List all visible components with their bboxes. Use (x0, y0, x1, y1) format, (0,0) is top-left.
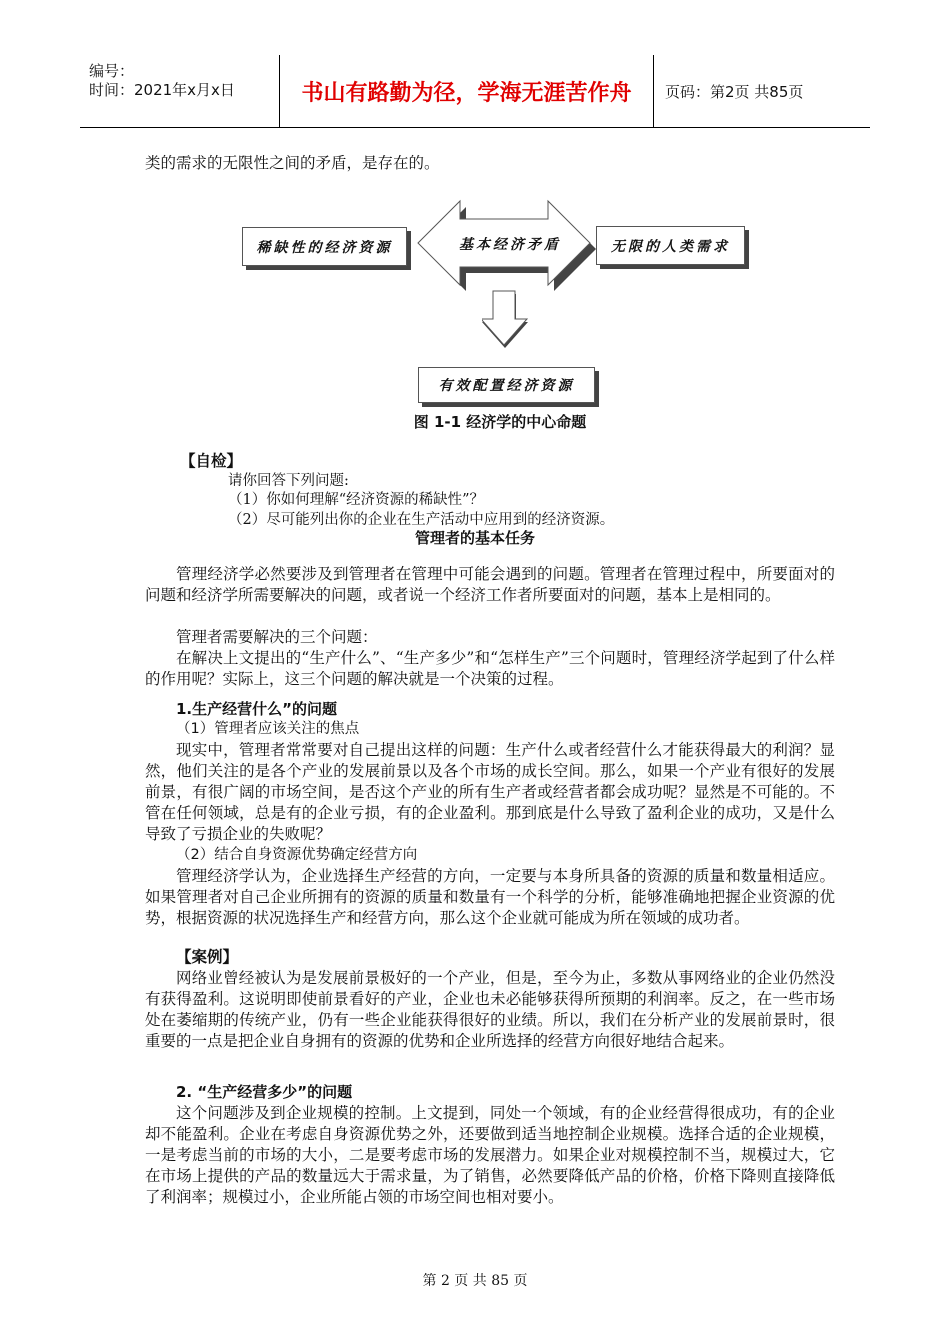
intro-line: 类的需求的无限性之间的矛盾，是存在的。 (145, 154, 440, 172)
economics-diagram (0, 0, 950, 420)
heading-2: 2. “生产经营多少”的问题 (176, 1083, 353, 1101)
paragraph-1: 管理经济学必然要涉及到管理者在管理中可能会遇到的问题。管理者在管理过程中，所要面对的问题和经济学所需要解决的问题，或者说一个经济工作者所要面对的问题，基本上是相同的。 (145, 565, 835, 604)
paragraph-6: 网络业曾经被认为是发展前景极好的一个产业，但是，至今为止，多数从事网络业的企业仍然没有获得盈利。这说明即使前景看好的产业，企业也未必能够获得所预期的利润率。反之，在一些市场处在萎缩期的传统产业，仍有一些企业能获得很好的业绩。所以，我们在分析产业的发展前景时，很重要的一点是把企业自身拥有的资源的优势和企业所选择的经营方向很好地结合起来。 (145, 969, 835, 1050)
page-footer: 第 2 页 共 85 页 (422, 1273, 528, 1289)
doc-number-label: 编号： (89, 62, 135, 80)
header-page-info: 页码：第2页 共85页 (665, 82, 804, 101)
diagram-center-label: 基本经济矛盾 (459, 237, 561, 253)
self-check-q2: （2）尽可能列出你的企业在生产活动中应用到的经济资源。 (228, 512, 615, 528)
diagram-bottom-box: 有效配置经济资源 (418, 367, 595, 403)
section-title: 管理者的基本任务 (414, 529, 535, 547)
self-check-prompt: 请你回答下列问题: (228, 473, 349, 489)
self-check-q1: （1）你如何理解“经济资源的稀缺性”？ (228, 492, 485, 508)
diagram-left-box: 稀缺性的经济资源 (242, 227, 407, 266)
paragraph-3: 在解决上文提出的“生产什么”、“生产多少”和“怎样生产”三个问题时，管理经济学起到了什么样的作用呢？实际上，这三个问题的解决就是一个决策的过程。 (145, 649, 835, 688)
paragraph-5: 管理经济学认为，企业选择生产经营的方向，一定要与本身所具备的资源的质量和数量相适应。如果管理者对自己企业所拥有的资源的质量和数量有一个科学的分析，能够准确地把握企业资源的优势，根据资源的状况选择生产和经营方向，那么这个企业就可能成为所在领域的成功者。 (145, 867, 835, 927)
case-heading: 【案例】 (176, 948, 239, 966)
paragraph-7: 这个问题涉及到企业规模的控制。上文提到，同处一个领域，有的企业经营得很成功，有的企业却不能盈利。企业在考虑自身资源优势之外，还要做到适当地控制企业规模。选择合适的企业规模，一是考虑当前的市场的大小，二是要考虑市场的发展潜力。如果企业对规模控制不当，规模过大，它在市场上提供的产品的数量远大于需求量，为了销售，必然要降低产品的价格，价格下降则直接降低了利润率；规模过小，企业所能占领的市场空间也相对要小。 (145, 1104, 835, 1206)
paragraph-2: 管理者需要解决的三个问题： (176, 628, 378, 646)
header-motto: 书山有路勤为径，学海无涯苦作舟 (280, 55, 654, 127)
paragraph-4: 现实中，管理者常常要对自己提出这样的问题：生产什么或者经营什么才能获得最大的利润？显然，他们关注的是各个产业的发展前景以及各个市场的成长空间。那么，如果一个产业有很好的发展前景，有很广阔的市场空间，是否这个产业的所有生产者或经营者都会成功呢？显然是不可能的。不管在任何领域，总是有的企业亏损，有的企业盈利。那到底是什么导致了盈利企业的成功，又是什么导致了亏损企业的失败呢？ (145, 741, 835, 843)
diagram-right-box: 无限的人类需求 (596, 226, 745, 265)
heading-1: 1.生产经营什么”的问题 (176, 700, 337, 718)
doc-time-label: 时间：2021年x月x日 (89, 81, 235, 99)
self-check-heading: 【自检】 (180, 452, 243, 470)
figure-caption: 图 1-1 经济学的中心命题 (413, 413, 587, 431)
heading-1-sub-2: （2）结合自身资源优势确定经营方向 (176, 847, 418, 863)
heading-1-sub-1: （1）管理者应该关注的焦点 (176, 721, 360, 737)
down-arrow-shape (482, 290, 532, 352)
